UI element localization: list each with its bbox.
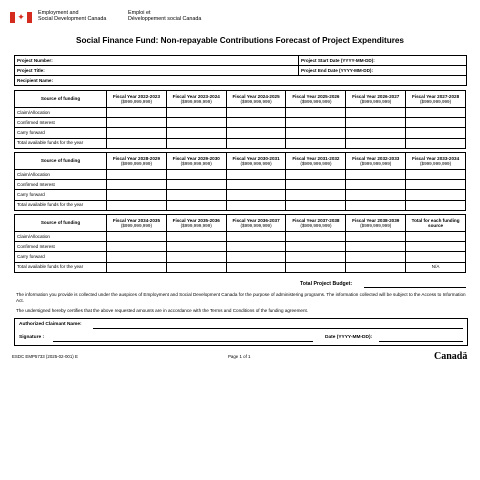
funding-table-1 [14, 90, 466, 149]
claimant-name-field[interactable] [93, 328, 463, 329]
fiscal-year-header: Fiscal Year 2030-2031 ($999,999,999) [226, 153, 286, 170]
table-row: Carry forward [15, 190, 466, 200]
fiscal-year-header: Fiscal Year 2024-2025 ($999,999,999) [226, 91, 286, 108]
fiscal-year-header: Fiscal Year 2023-2024 ($999,999,999) [166, 91, 226, 108]
project-start-date-field[interactable]: Project Start Date (YYYY-MM-DD): [299, 56, 467, 66]
fiscal-year-header: Fiscal Year 2034-2035 ($999,999,999) [107, 215, 167, 232]
table-row: Carry forward [15, 252, 466, 262]
date-field[interactable] [379, 341, 463, 342]
fiscal-year-header: Fiscal Year 2029-2030 ($999,999,999) [166, 153, 226, 170]
recipient-name-field[interactable]: Recipient Name: [15, 76, 467, 86]
funding-table-3 [14, 214, 466, 273]
project-info-table [14, 55, 467, 86]
fiscal-year-header: Fiscal Year 2022-2023 ($999,999,999) [107, 91, 167, 108]
fiscal-year-header: Fiscal Year 2032-2033 ($999,999,999) [346, 153, 406, 170]
fiscal-year-header: Fiscal Year 2036-2037 ($999,999,999) [226, 215, 286, 232]
source-of-funding-header: Source of funding [15, 153, 107, 170]
form-code: ESDC EMP5733 (2025-02-001) E [12, 354, 78, 359]
fiscal-year-header: Fiscal Year 2026-2027 ($999,999,999) [346, 91, 406, 108]
fiscal-year-header: Fiscal Year 2033-2034 ($999,999,999) [406, 153, 466, 170]
form-title: Social Finance Fund: Non-repayable Contributions Forecast of Project Expenditures [75, 36, 404, 45]
fiscal-year-header: Fiscal Year 2038-2039 ($999,999,999) [346, 215, 406, 232]
source-of-funding-header: Source of funding [15, 215, 107, 232]
fiscal-year-header: Fiscal Year 2037-2038 ($999,999,999) [286, 215, 346, 232]
page-number: Page 1 of 1 [228, 354, 251, 359]
funding-table-2 [14, 152, 466, 211]
privacy-notice: The information you provide is collected under the auspices of Employment and Social Development Canada for the purpose of administering programs. The information collected will be subject to the Access to Information Act. [16, 292, 466, 303]
signature-label: Signature : [19, 335, 45, 340]
total-project-budget-label: Total Project Budget: [300, 281, 353, 287]
fiscal-year-header: Fiscal Year 2028-2029 ($999,999,999) [107, 153, 167, 170]
table-row: Claim/Allocation [15, 232, 466, 242]
fiscal-year-header: Fiscal Year 2025-2026 ($999,999,999) [286, 91, 346, 108]
table-row: Confirmed Interest [15, 118, 466, 128]
date-label: Date (YYYY-MM-DD): [325, 335, 373, 340]
department-name-en: Employment and Social Development Canada [38, 10, 107, 23]
table-row: Total available funds for the year N/A [15, 262, 466, 272]
table-row: Confirmed Interest [15, 180, 466, 190]
claimant-name-label: Authorized Claimant Name: [19, 322, 82, 327]
fiscal-year-header: Fiscal Year 2035-2036 ($999,999,999) [166, 215, 226, 232]
fiscal-year-header: Fiscal Year 2027-2028 ($999,999,999) [406, 91, 466, 108]
total-each-source-header: Total for each funding source [406, 215, 466, 232]
source-of-funding-header: Source of funding [15, 91, 107, 108]
table-row: Claim/Allocation [15, 170, 466, 180]
signature-field[interactable] [53, 341, 313, 342]
table-row: Claim/Allocation [15, 108, 466, 118]
department-name-fr: Emploi et Développement social Canada [128, 10, 202, 23]
canada-flag-icon: ✦ [10, 12, 32, 23]
signature-block [14, 318, 468, 346]
table-row: Total available funds for the year [15, 200, 466, 210]
na-cell: N/A [406, 262, 466, 272]
total-project-budget-field[interactable] [364, 287, 466, 288]
table-row: Confirmed Interest [15, 242, 466, 252]
table-row: Carry forward [15, 128, 466, 138]
project-title-field[interactable]: Project Title: [15, 66, 299, 76]
certification-statement: The undersigned hereby certifies that the above requested amounts are in accordance with the Terms and Conditions of the funding agreement. [16, 308, 309, 313]
table-row: Total available funds for the year [15, 138, 466, 148]
fiscal-year-header: Fiscal Year 2031-2032 ($999,999,999) [286, 153, 346, 170]
project-number-field[interactable]: Project Number: [15, 56, 299, 66]
canada-wordmark: Canadä [434, 351, 468, 362]
header [10, 8, 470, 28]
project-end-date-field[interactable]: Project End Date (YYYY-MM-DD): [299, 66, 467, 76]
